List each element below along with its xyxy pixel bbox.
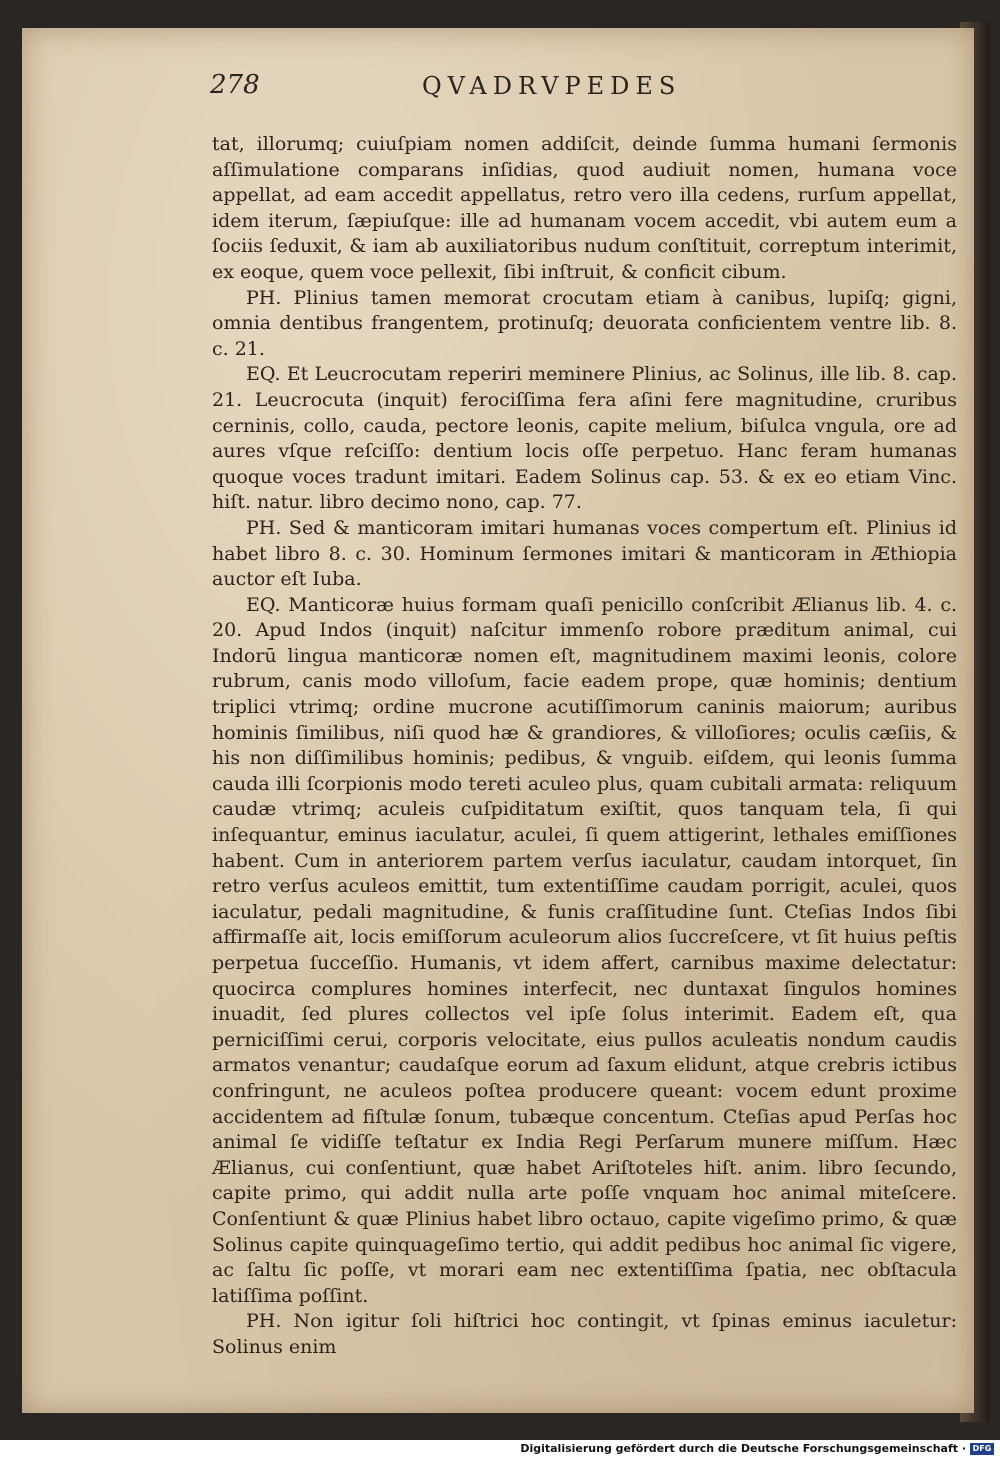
page-header	[190, 70, 950, 110]
paragraph-ph-manticora: PH. Sed & manticoram imitari humanas voces compertum eſt. Plinius id habet libro 8. c. 30. Hominum ſermones imitari & manticoram in Æthiopia auctor eſt Iuba.	[212, 516, 957, 591]
paragraph-eq-aelianus: EQ. Manticoræ huius formam quaſi penicillo conſcribit Ælianus lib. 4. c. 20. Apud Indos (inquit) naſcitur immenſo robore præditum animal, cui Indorū lingua manticoræ nomen eſt, magnitudinem maximi leonis, colore rubrum, canis modo villoſum, facie eadem prope, quæ hominis; dentium triplici vtrimq; ordine mucrone acutiſſimorum caninis maiorum; auribus hominis ſimilibus, niſi quod hæ & grandiores, & villoſiores; oculis cæſiis, & his non diſſimilibus hominis; pedibus, & vnguib. eiſdem, qui leonis ſumma cauda illi ſcorpionis modo tereti aculeo plus, quam cubitali armata: reliquum caudæ vtrimq; aculeis cuſpiditatum exiſtit, quos tanquam tela, ſi qui inſequantur, eminus iaculatur, aculei, ſi quem attigerint, lethales emiſſiones habent. Cum in anteriorem partem verſus iaculatur, caudam intorquet, ſin retro verſus aculeos emittit, tum extentiſſime caudam porrigit, aculei, quos iaculatur, pedali magnitudine, & funis craſſitudine ſunt. Cteſias Indos ſibi affirmaſſe ait, locis emiſſorum aculeorum alios ſuccreſcere, vt ſit huius peſtis perpetua ſucceſſio. Humanis, vt idem affert, carnibus maxime delectatur: quocirca complures homines interfecit, nec duntaxat ſingulos homines inuadit, ſed plures collectos vel ipſe ſolus interimit. Eadem eſt, qua perniciſſimi cerui, corporis velocitate, eius pullos aculeatis nondum caudis armatos venantur; caudaſque eorum ad ſaxum elidunt, atque crebris ictibus confringunt, ne aculeos poſtea producere queant: vocem edunt proxime accidentem ad fiſtulæ ſonum, tubæque concentum. Cteſias apud Perſas hoc animal ſe vidiſſe teſtatur ex India Regi Perſarum munere miſſum. Hæc Ælianus, cui conſentiunt, quæ habet Ariſtoteles hiſt. anim. libro ſecundo, capite primo, qui addit nulla arte poſſe vnquam hoc animal miteſcere. Conſentiunt & quæ Plinius habet libro octauo, capite vigeſimo primo, & quæ Solinus capite quinquageſimo tertio, qui addit pedibus hoc animal ſic vigere, ac ſaltu ſic poſſe, vt morari eam nec extentiſſima ſpatia, nec obſtacula latiſſima poſſint.	[212, 593, 957, 1307]
paragraph-ph-crocuta: PH. Plinius tamen memorat crocutam etiam à canibus, lupiſq; gigni, omnia dentibus frangentem, protinuſq; deuorata conficientem ventre lib. 8. c. 21.	[212, 286, 957, 360]
funding-credit: Digitalisierung gefördert durch die Deutsche Forschungsgemeinschaft ·	[520, 1442, 966, 1455]
body-text	[212, 132, 957, 1361]
footer-bar	[0, 1440, 1000, 1460]
paragraph-eq-leucrocuta: EQ. Et Leucrocutam reperiri meminere Plinius, ac Solinus, ille lib. 8. cap. 21. Leucrocuta (inquit) ferociſſima fera aſini fere magnitudine, cruribus cerninis, collo, cauda, pectore leonis, capite melium, biſulca vngula, ore ad aures vſque reſciſſo: dentium locis oſſe perpetuo. Hanc feram humanas quoque voces tradunt imitari. Eadem Solinus cap. 53. & ex eo etiam Vinc. hiſt. natur. libro decimo nono, cap. 77.	[212, 363, 957, 514]
running-head: QVADRVPEDES	[422, 72, 682, 100]
paragraph-ph-histrix: PH. Non igitur ſoli hiſtrici hoc contingit, vt ſpinas eminus iaculetur: Solinus enim	[212, 1310, 957, 1358]
paragraph-continuation: tat, illorumq; cuiuſpiam nomen addiſcit, deinde ſumma humani ſermonis aſſimulatione comparans inſidias, quod audiuit nomen, humana voce appellat, ad eam accedit appellatus, retro vero illa cedens, rurſum appellat, idem iterum, ſæpiuſque: ille ad humanam vocem accedit, vbi autem eum a ſociis ſeduxit, & iam ab auxiliatoribus nudum conſtituit, correptum interimit, ex eoque, quem voce pellexit, ſibi inſtruit, & conficit cibum.	[212, 133, 957, 283]
page-number: 278	[210, 70, 260, 100]
dfg-logo-icon: DFG	[970, 1443, 994, 1455]
